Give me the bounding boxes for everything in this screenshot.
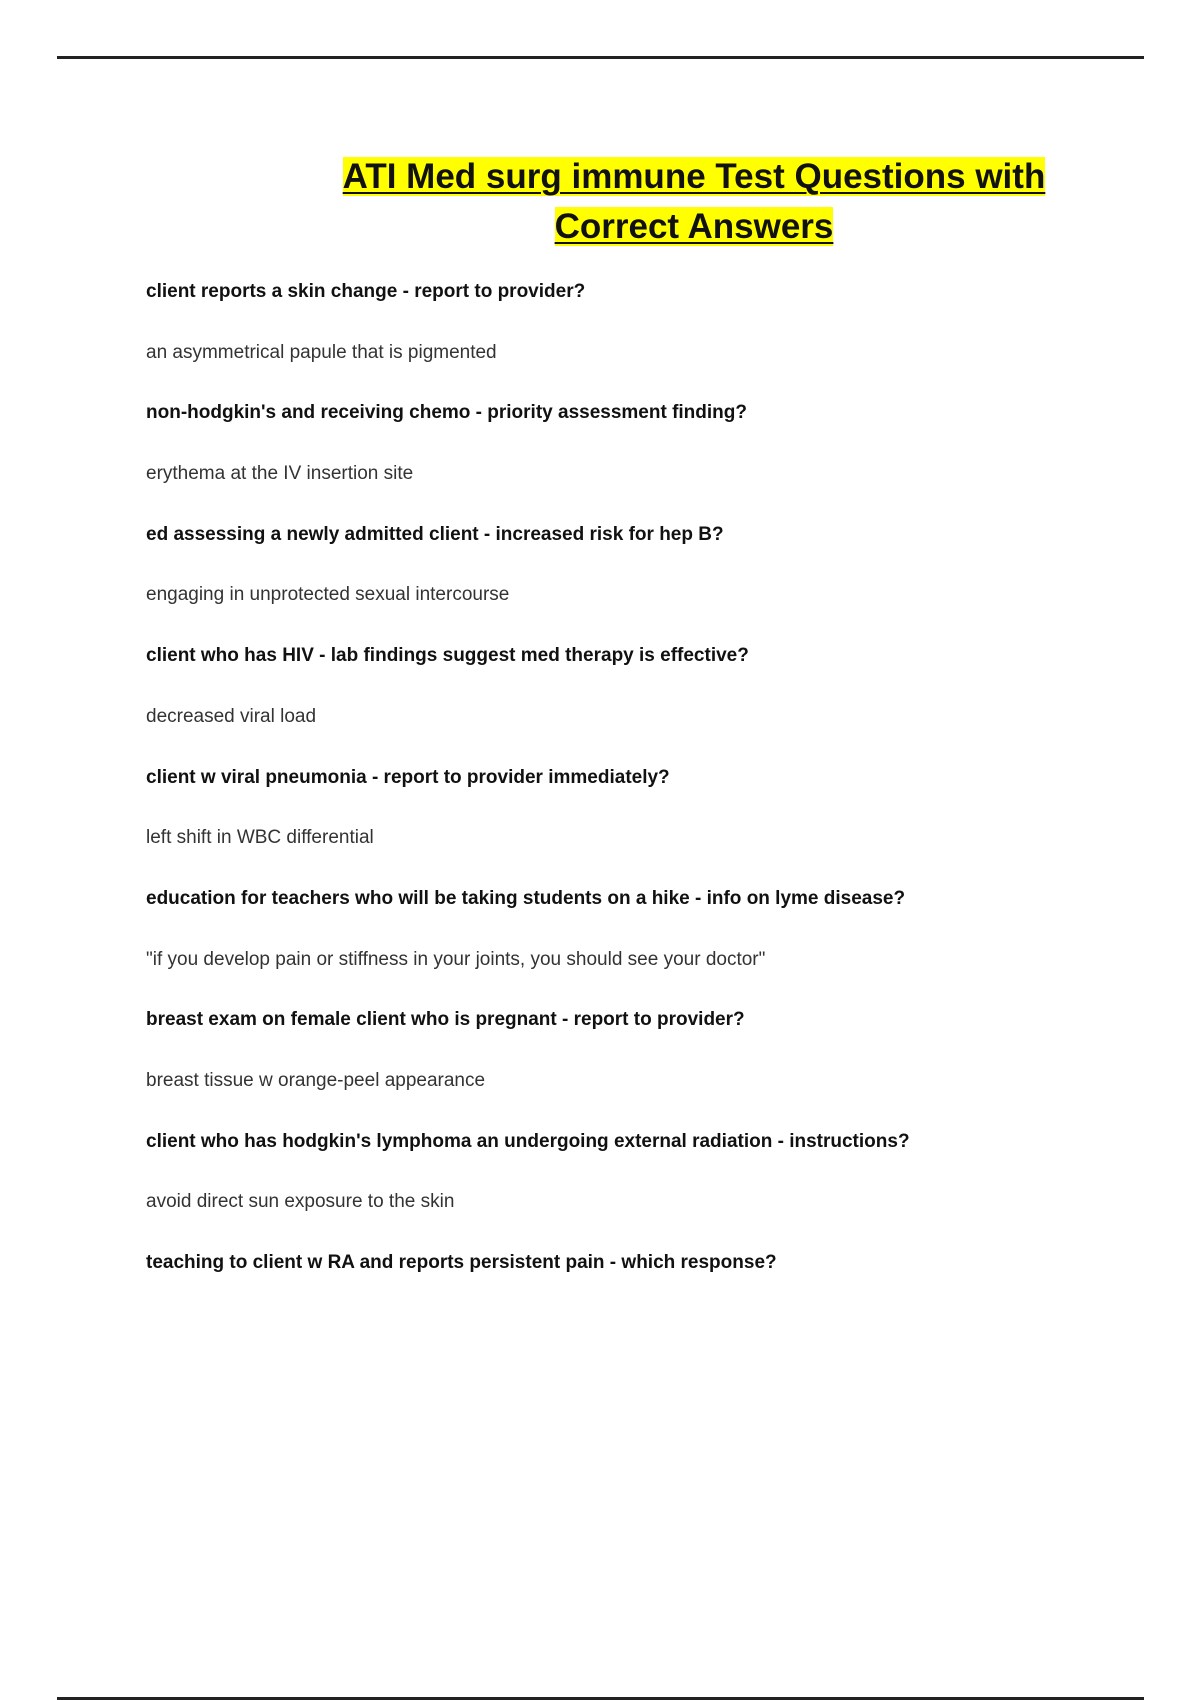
answer: an asymmetrical papule that is pigmented	[146, 341, 497, 363]
answer: engaging in unprotected sexual intercourse	[146, 584, 510, 606]
question-answer-list	[146, 278, 1146, 1310]
question: non-hodgkin's and receiving chemo - priority assessment finding?	[146, 402, 747, 424]
question: teaching to client w RA and reports persistent pain - which response?	[146, 1252, 777, 1273]
question: client w viral pneumonia - report to provider immediately?	[146, 766, 670, 788]
answer: decreased viral load	[146, 705, 317, 727]
title-line-2: Correct Answers	[554, 207, 834, 246]
question: client who has HIV - lab findings suggest med therapy is effective?	[146, 645, 749, 667]
header-rule	[57, 56, 1144, 59]
answer: "if you develop pain or stiffness in your joints, you should see your doctor"	[146, 948, 766, 970]
question: client reports a skin change - report to provider?	[146, 281, 586, 302]
question: ed assessing a newly admitted client - increased risk for hep B?	[146, 523, 724, 545]
answer: avoid direct sun exposure to the skin	[146, 1191, 455, 1213]
question: education for teachers who will be taking students on a hike - info on lyme disease?	[146, 887, 906, 909]
document-title	[290, 152, 1098, 252]
answer: breast tissue w orange-peel appearance	[146, 1069, 486, 1091]
answer: left shift in WBC differential	[146, 827, 374, 849]
answer: erythema at the IV insertion site	[146, 463, 414, 485]
title-line-1: ATI Med surg immune Test Questions with	[342, 157, 1046, 196]
question: client who has hodgkin's lymphoma an undergoing external radiation - instructions?	[146, 1130, 910, 1152]
question: breast exam on female client who is pregnant - report to provider?	[146, 1009, 745, 1031]
